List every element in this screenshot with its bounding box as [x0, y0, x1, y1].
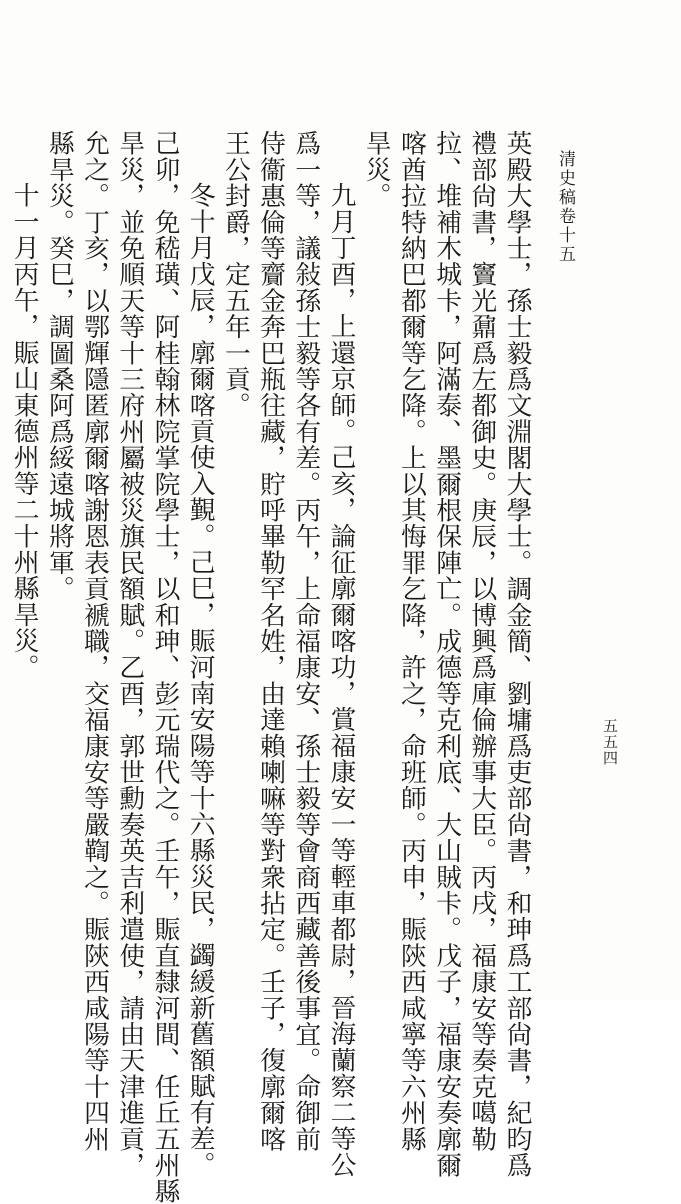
page-number: 五五四	[601, 718, 619, 766]
text-column-paragraph-start: 十一月丙午，賑山東德州等二十州縣旱災。	[9, 182, 40, 680]
text-column: 己卯，免嵇璜、阿桂翰林院掌院學士，以和珅、彭元瑞代之。壬午，賑直隸河間、任丘五州縣	[149, 130, 180, 1204]
running-header-title: 清史稿卷十五	[555, 150, 575, 264]
text-column: 禮部尙書，竇光鼐爲左都御史。庚辰，以博興爲庫倫辦事大臣。丙戌，福康安等奏克噶勒	[466, 130, 497, 1152]
text-column: 縣旱災。癸巳，調圖桑阿爲綏遠城將軍。	[44, 130, 75, 602]
text-column: 侍衞惠倫等齎金奔巴瓶往藏，貯呼畢勒罕名姓，由達賴喇嘛等對衆拈定。壬子，復廓爾喀	[255, 130, 286, 1152]
text-column: 英殿大學士，孫士毅爲文淵閣大學士。調金簡、劉墉爲吏部尙書，和珅爲工部尙書，紀昀爲	[502, 130, 532, 1178]
text-column: 王公封爵，定五年一貢。	[220, 130, 251, 419]
body-text	[6, 130, 534, 1204]
text-column: 喀酋拉特納巴都爾等乞降。上以其悔罪乞降，許之，命班師。丙申，賑陝西咸寧等六州縣	[396, 130, 427, 1152]
text-column-paragraph-start: 冬十月戊辰，廓爾喀貢使入覲。己巳，賑河南安陽等十六縣災民，蠲緩新舊額賦有差。	[185, 182, 216, 1178]
text-column: 旱災，並免順天等十三府州屬被災旗民額賦。乙酉，郭世勳奏英吉利遣使，請由天津進貢，	[114, 130, 145, 1178]
text-column: 爲一等，議敍孫士毅等各有差。丙午，上命福康安、孫士毅等會商西藏善後事宜。命御前	[290, 130, 321, 1152]
text-column-paragraph-start: 九月丁酉，上還京師。己亥，論征廓爾喀功，賞福康安一等輕車都尉，晉海蘭察二等公	[325, 182, 356, 1178]
text-column: 拉、堆補木城卡，阿滿泰、墨爾根保陣亡。成德等克利底、大山賊卡。戊子，福康安奏廓爾	[431, 130, 462, 1178]
text-column: 允之。丁亥，以鄂輝隱匿廓爾喀謝恩表貢褫職，交福康安等嚴鞫之。賑陝西咸陽等十四州	[79, 130, 110, 1152]
text-column: 旱災。	[361, 130, 392, 209]
